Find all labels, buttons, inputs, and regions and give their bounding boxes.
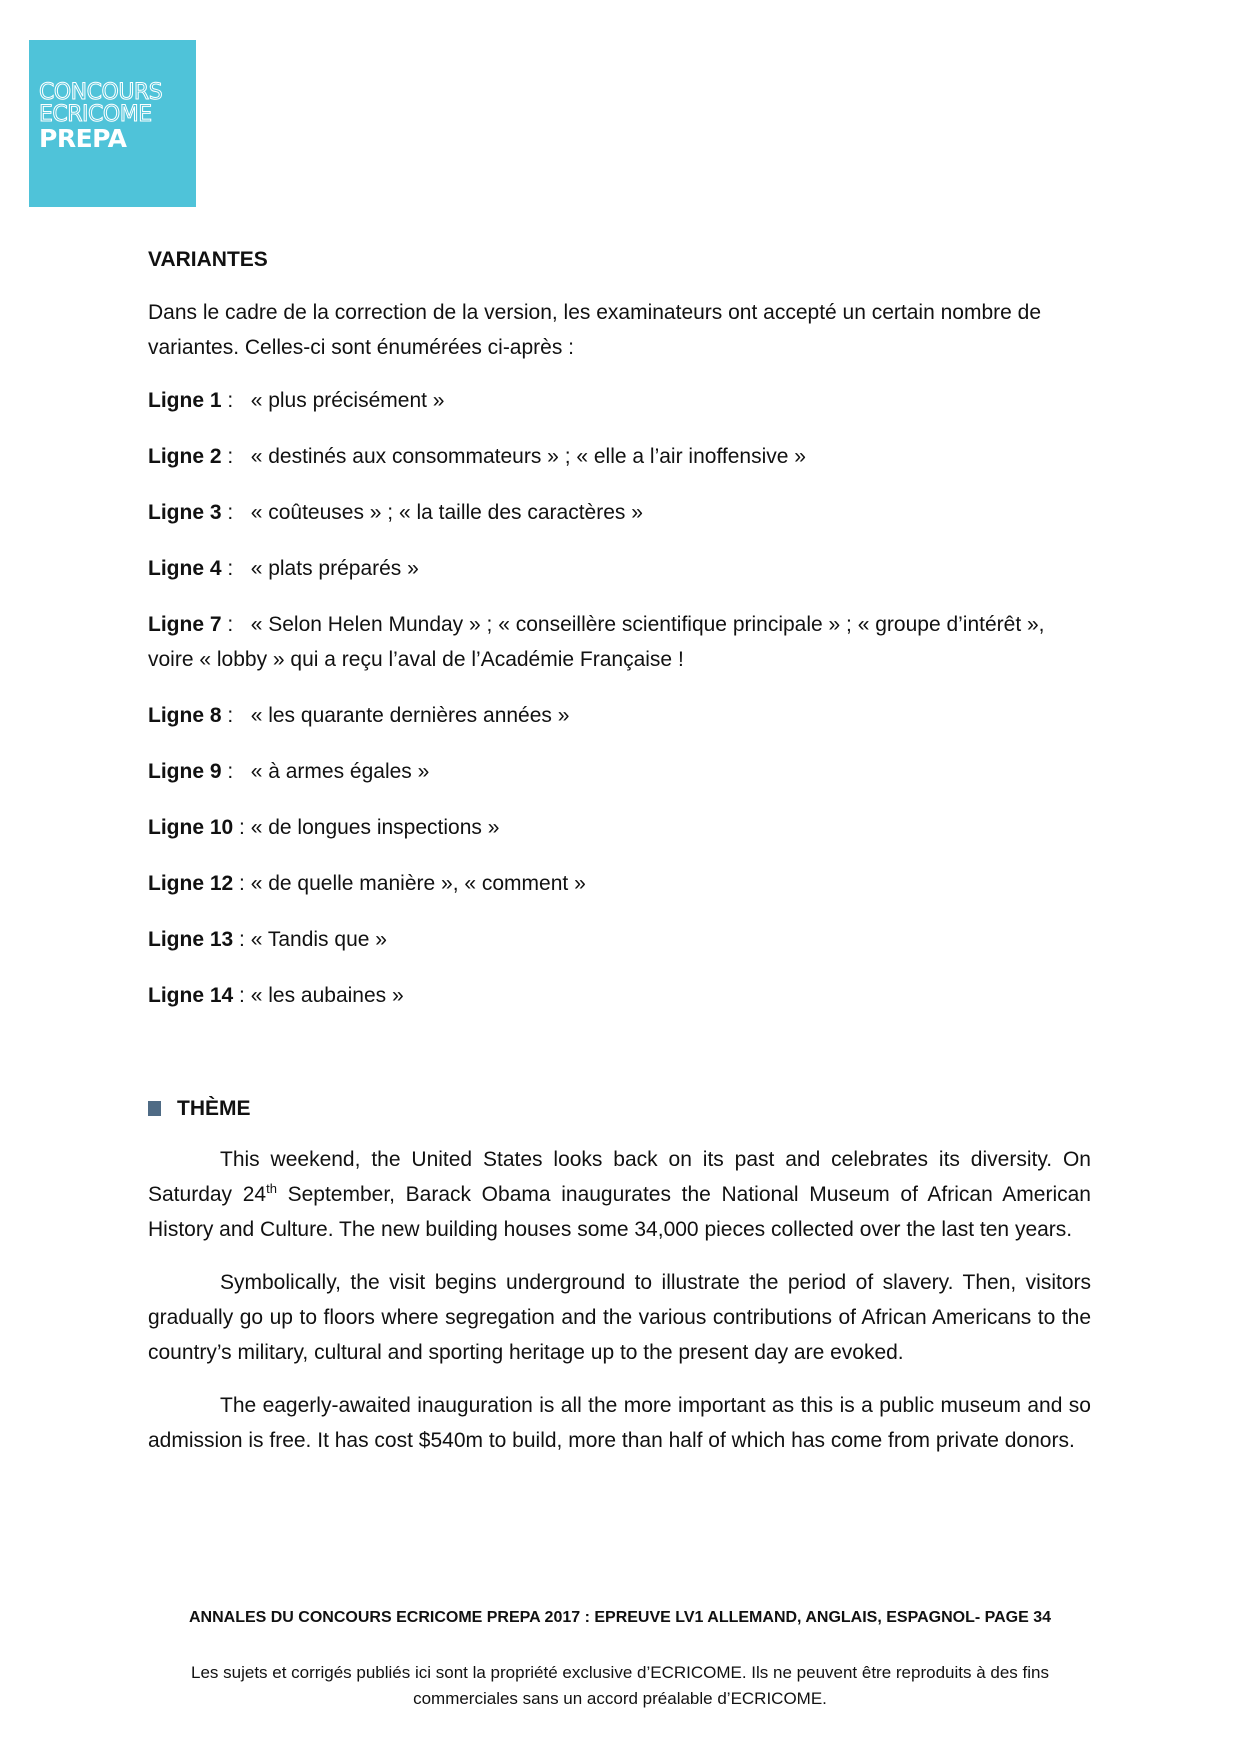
theme-title: THÈME [177, 1097, 251, 1120]
variant-separator: : [221, 557, 251, 580]
variantes-intro: Dans le cadre de la correction de la version, les examinateurs ont accepté un certain nombre de variantes. Celles-ci sont énumérées ci-après : [148, 301, 1041, 359]
variant-text: « les aubaines » [250, 984, 404, 1007]
variant-label: Ligne 1 [148, 389, 222, 412]
variant-text: « plus précisément » [250, 389, 445, 412]
theme-paragraph-1 [148, 1142, 1091, 1247]
variant-item [148, 978, 1091, 1013]
ordinal-suffix: th [266, 1181, 277, 1196]
logo-line-concours: CONCOURS [39, 80, 163, 105]
variant-separator: : [233, 984, 251, 1007]
theme-paragraph-3: The eagerly-awaited inauguration is all the more important as this is a public museum and so admission is free. It has cost $540m to build, more than half of which has come from private donors. [148, 1394, 1091, 1452]
variant-text: « coûteuses » ; « la taille des caractères » [250, 501, 643, 524]
logo-line-prepa: PREPA [39, 124, 127, 153]
variant-label: Ligne 12 [148, 872, 234, 895]
variant-text: « de longues inspections » [250, 816, 500, 839]
variant-text: « destinés aux consommateurs » ; « elle a l’air inoffensive » [250, 445, 806, 468]
ecricome-logo [29, 40, 196, 207]
page-content [148, 242, 1091, 1476]
variant-label: Ligne 8 [148, 704, 222, 727]
variantes-list [148, 383, 1091, 1013]
variant-separator: : [221, 760, 251, 783]
variant-separator: : [221, 389, 251, 412]
variant-label: Ligne 4 [148, 557, 222, 580]
variant-item [148, 383, 1091, 418]
variant-label: Ligne 7 [148, 613, 222, 636]
theme-paragraph-2: Symbolically, the visit begins underground to illustrate the period of slavery. Then, visitors gradually go up to floors where segregation and the various contributions of African Americans to the country’s military, cultural and sporting heritage up to the present day are evoked. [148, 1271, 1091, 1364]
variant-text: « Selon Helen Munday » ; « conseillère scientifique principale » ; « groupe d’intérêt », voire « lobby » qui a reçu l’aval de l’Académie Française ! [148, 613, 1045, 671]
variant-separator: : [233, 872, 251, 895]
variant-separator: : [221, 445, 251, 468]
variant-label: Ligne 14 [148, 984, 234, 1007]
variant-text: « plats préparés » [250, 557, 419, 580]
variant-item [148, 607, 1091, 677]
logo-line-ecricome: ECRICOME [39, 102, 152, 127]
theme-heading [148, 1091, 1091, 1126]
variant-text: « les quarante dernières années » [250, 704, 570, 727]
variant-label: Ligne 9 [148, 760, 222, 783]
square-bullet-icon [148, 1101, 161, 1116]
variantes-title: VARIANTES [148, 248, 268, 271]
variant-text: « Tandis que » [250, 928, 387, 951]
theme-p1-after: September, Barack Obama inaugurates the National Museum of African American History and Culture. The new building houses some 34,000 pieces collected over the last ten years. [148, 1183, 1091, 1241]
variant-item [148, 866, 1091, 901]
variant-separator: : [233, 928, 251, 951]
variant-item [148, 698, 1091, 733]
footer-copyright-note: Les sujets et corrigés publiés ici sont la propriété exclusive d’ECRICOME. Ils ne peuvent être reproduits à des fins commerciales sans un accord préalable d’ECRICOME. [191, 1663, 1049, 1708]
variant-separator: : [221, 613, 251, 636]
footer-title: ANNALES DU CONCOURS ECRICOME PREPA 2017 : EPREUVE LV1 ALLEMAND, ANGLAIS, ESPAGNOL- PAGE 34 [188, 1609, 1052, 1626]
variant-label: Ligne 3 [148, 501, 222, 524]
variant-label: Ligne 13 [148, 928, 234, 951]
variant-text: « de quelle manière », « comment » [250, 872, 586, 895]
variant-item [148, 551, 1091, 586]
variant-text: « à armes égales » [250, 760, 430, 783]
variant-item [148, 810, 1091, 845]
variant-item [148, 495, 1091, 530]
variant-separator: : [233, 816, 251, 839]
theme-p1-before: This weekend, the United States looks back on its past and celebrates its diversity. On Saturday 24 [148, 1148, 1091, 1206]
variant-item [148, 754, 1091, 789]
variant-separator: : [221, 501, 251, 524]
variant-item [148, 922, 1091, 957]
variant-separator: : [221, 704, 251, 727]
variant-label: Ligne 10 [148, 816, 234, 839]
variant-item [148, 439, 1091, 474]
variant-label: Ligne 2 [148, 445, 222, 468]
